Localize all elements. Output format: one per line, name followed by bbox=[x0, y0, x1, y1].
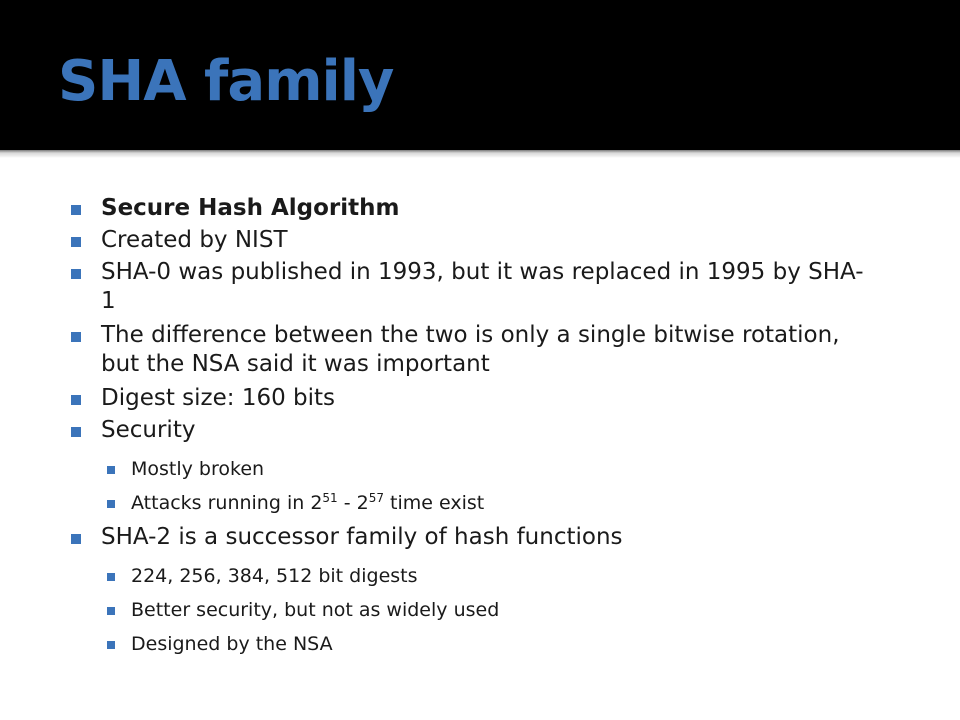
sub-bullet-text: Better security, but not as widely used bbox=[131, 599, 500, 621]
bullet-text: Created by NIST bbox=[101, 227, 288, 253]
bullet-text: The difference between the two is only a single bitwise rotation, but the NSA said it was important bbox=[101, 322, 840, 377]
exponent: 57 bbox=[368, 491, 384, 505]
small-square-bullet-icon bbox=[107, 466, 115, 474]
small-square-bullet-icon bbox=[107, 573, 115, 581]
sub-bullet-text: Mostly broken bbox=[131, 458, 265, 480]
bullet-text: Digest size: 160 bits bbox=[101, 385, 336, 411]
sub-bullet-item bbox=[0, 457, 871, 481]
sub-bullet-item bbox=[0, 632, 871, 656]
small-square-bullet-icon bbox=[107, 607, 115, 615]
small-square-bullet-icon bbox=[107, 500, 115, 508]
bullet-item bbox=[0, 416, 871, 445]
square-bullet-icon bbox=[71, 269, 81, 279]
square-bullet-icon bbox=[71, 237, 81, 247]
square-bullet-icon bbox=[71, 534, 81, 544]
square-bullet-icon bbox=[71, 395, 81, 405]
small-square-bullet-icon bbox=[107, 641, 115, 649]
bullet-item bbox=[0, 226, 871, 255]
slide-title: SHA family bbox=[58, 49, 394, 114]
bullet-item bbox=[0, 194, 871, 223]
exponent: 51 bbox=[322, 491, 338, 505]
bullet-text: SHA-2 is a successor family of hash functions bbox=[101, 524, 623, 550]
title-divider bbox=[0, 150, 960, 158]
square-bullet-icon bbox=[71, 205, 81, 215]
bullet-item bbox=[0, 258, 871, 316]
bullet-item bbox=[0, 384, 871, 413]
sub-bullet-item bbox=[0, 491, 871, 515]
bullet-text: SHA-0 was published in 1993, but it was replaced in 1995 by SHA-1 bbox=[101, 259, 864, 314]
title-bar bbox=[0, 0, 960, 150]
bullet-item bbox=[0, 523, 871, 552]
sub-bullet-text: Designed by the NSA bbox=[131, 633, 333, 655]
square-bullet-icon bbox=[71, 427, 81, 437]
sub-bullet-item bbox=[0, 564, 871, 588]
sub-bullet-item bbox=[0, 598, 871, 622]
sub-bullet-text: Attacks running in $2^{51} - 2^{57}$ time exist bbox=[131, 491, 485, 514]
bullet-text: Secure Hash Algorithm bbox=[101, 195, 400, 221]
square-bullet-icon bbox=[71, 332, 81, 342]
bullet-list bbox=[0, 194, 960, 656]
sub-bullet-text: 224, 256, 384, 512 bit digests bbox=[131, 565, 418, 587]
bullet-text: Security bbox=[101, 417, 196, 443]
bullet-item bbox=[0, 321, 871, 379]
